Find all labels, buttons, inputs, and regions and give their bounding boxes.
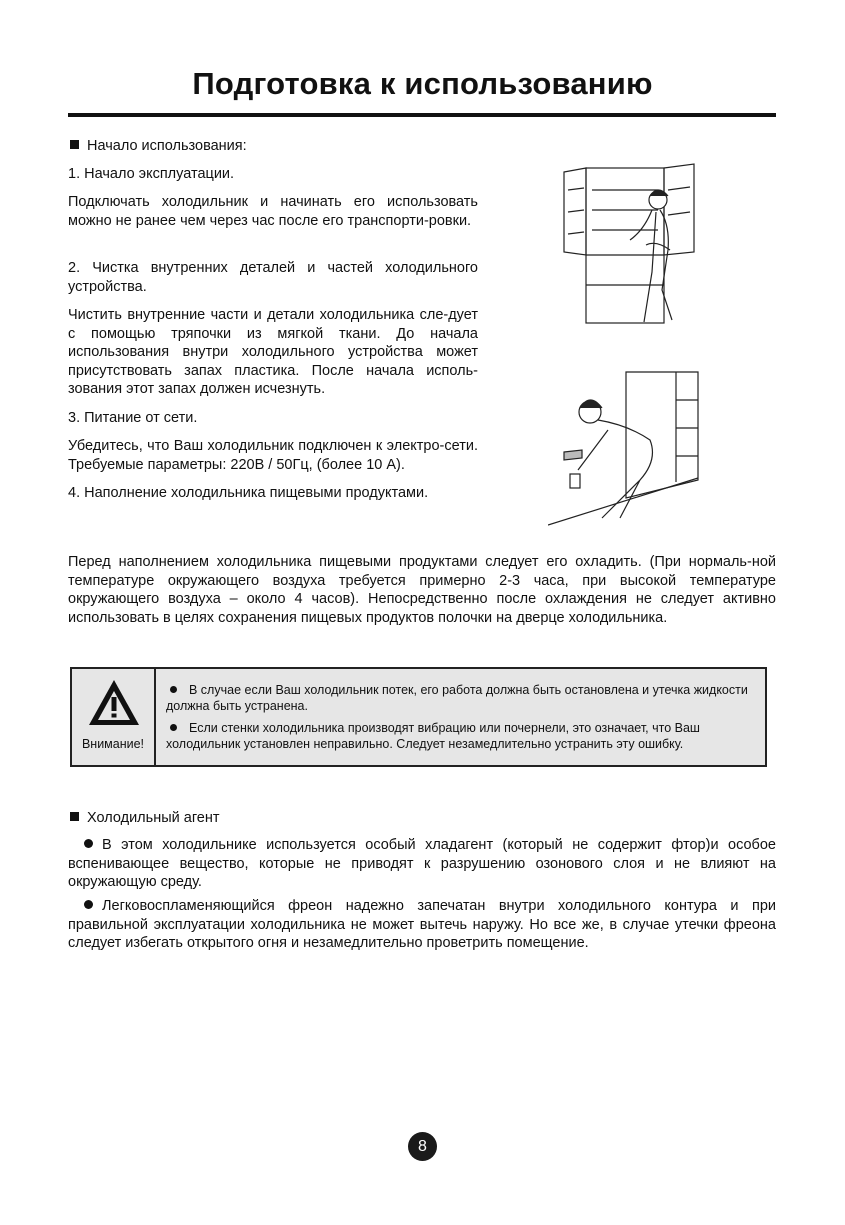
bullet-icon — [170, 686, 177, 693]
woman-opening-refrigerator-illustration — [560, 160, 700, 330]
refrigerant-bullet-1: В этом холодильнике используется особый хладагент (который не содержит фтор)и особое вспенивающее вещество, которые не приводят к разрушению озонового слоя и не влияют на окружающую среду. — [68, 837, 776, 890]
warning-bullet-1: В случае если Ваш холодильник потек, его работа должна быть остановлена и утечка жидкости должна быть устранена. — [166, 683, 748, 713]
woman-plugging-in-refrigerator-illustration — [548, 370, 703, 530]
bullet-icon — [84, 900, 93, 909]
item3-text: Убедитесь, что Ваш холодильник подключен к электро-сети. Требуемые параметры: 220В / 50Гц, (более 10 А). — [68, 438, 478, 473]
warning-bullet-2: Если стенки холодильника производят вибрацию или почернели, это означает, что Ваш холодильник установлен неправильно. Следует незамедлительно устранить эту ошибку. — [166, 721, 700, 751]
fill-instructions-text: Перед наполнением холодильника пищевыми продуктами следует его охладить. (При нормаль-ной температуре окружающего воздуха требуется примерно 2-3 часа, при высокой температуре окружающего воздуха – около 4 часов). Непосредственно после охлаждения не следует активно использовать в целях сохранения пищевых продуктов полочки на дверце холодильника. — [68, 554, 776, 626]
square-bullet-icon — [70, 812, 79, 821]
warning-label-cell — [72, 669, 156, 765]
title-divider — [68, 113, 776, 117]
page-title: Подготовка к использованию — [192, 66, 653, 101]
section-heading-start: Начало использования: — [70, 137, 247, 156]
bullet-icon — [84, 839, 93, 848]
item3-title: 3. Питание от сети. — [68, 410, 198, 426]
item2-title: 2. Чистка внутренних деталей и частей холодильного устройства. — [68, 260, 478, 295]
section-heading-refrigerant: Холодильный агент — [70, 809, 220, 828]
bullet-icon — [170, 724, 177, 731]
item1-title: 1. Начало эксплуатации. — [68, 166, 235, 182]
item4-title: 4. Наполнение холодильника пищевыми продуктами. — [68, 485, 429, 501]
warning-box — [70, 667, 767, 767]
item1-text: Подключать холодильник и начинать его использовать можно не ранее чем через час после его транспорти-ровки. — [68, 194, 478, 229]
warning-label: Внимание! — [81, 737, 145, 751]
page-number: 8 — [408, 1132, 437, 1161]
item2-text: Чистить внутренние части и детали холодильника сле-дует с помощью тряпочки из мягкой ткани. До начала использования внутри холодильного устройства может присутствовать запах пластика. После начала исполь-зования этот запах должен исчезнуть. — [68, 307, 478, 397]
refrigerant-bullet-2: Легковоспламеняющийся фреон надежно запечатан внутри холодильного контура и при правильной эксплуатации холодильника не может вытечь наружу. Но все же, в случае утечки фреона следует избегать открытого огня и незамедлительно проветрить помещение. — [68, 898, 776, 951]
warning-triangle-icon — [86, 677, 142, 729]
square-bullet-icon — [70, 140, 79, 149]
